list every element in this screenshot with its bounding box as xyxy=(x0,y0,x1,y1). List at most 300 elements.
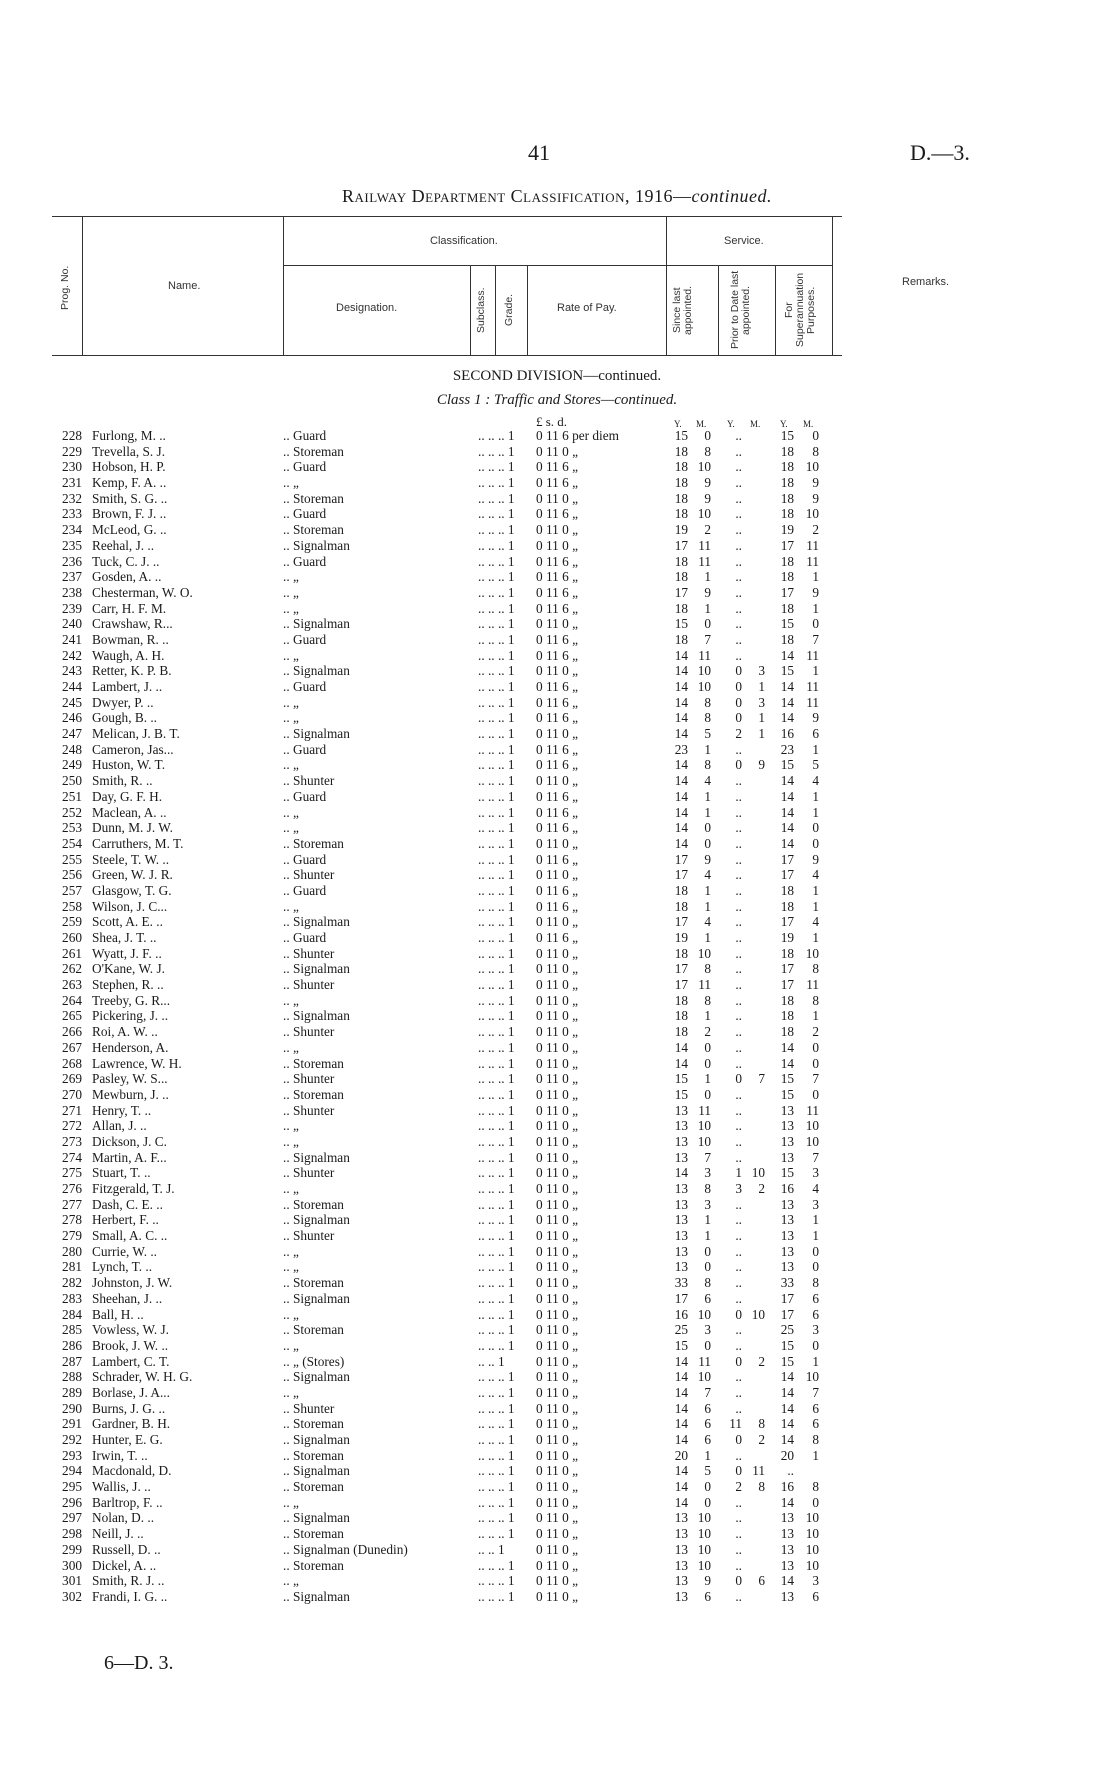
table-row xyxy=(0,1495,1114,1511)
cell-py: 0 xyxy=(735,710,742,726)
cell-sy: 25 xyxy=(674,1322,688,1338)
cell-des: .. Guard xyxy=(283,459,327,475)
cell-pay: 0 11 0 „ xyxy=(536,1322,578,1338)
cell-sy: 14 xyxy=(674,1463,688,1479)
cell-des: .. „ xyxy=(283,1384,299,1400)
cell-des: .. Guard xyxy=(283,788,327,804)
cell-sm: 1 xyxy=(704,741,711,757)
cell-pay: 0 11 0 „ xyxy=(536,1039,578,1055)
cell-uy: 16 xyxy=(780,1479,794,1495)
cell-sub: .. .. .. 1 xyxy=(478,726,515,742)
cell-name: Borlase, J. A... xyxy=(92,1384,170,1400)
cell-pay: 0 11 0 „ xyxy=(536,1369,578,1385)
cell-sm: 8 xyxy=(704,757,711,773)
classification-table-body xyxy=(0,428,1114,1605)
table-row xyxy=(0,820,1114,836)
cell-sub: .. .. .. 1 xyxy=(478,490,515,506)
cell-py: 2 xyxy=(735,1479,742,1495)
cell-prog: 282 xyxy=(62,1275,82,1291)
table-row xyxy=(0,585,1114,601)
cell-um: 11 xyxy=(806,977,819,993)
cell-py: 0 xyxy=(735,1353,742,1369)
cell-des: .. „ xyxy=(283,898,299,914)
cell-um: 2 xyxy=(812,522,819,538)
cell-sy: 15 xyxy=(674,1071,688,1087)
table-row xyxy=(0,805,1114,821)
cell-prog: 299 xyxy=(62,1541,82,1557)
cell-name: Fitzgerald, T. J. xyxy=(92,1181,175,1196)
cell-sm: 0 xyxy=(704,835,711,851)
cell-uy: 19 xyxy=(780,522,794,538)
cell-name: Scott, A. E. .. xyxy=(92,914,163,930)
cell-sy: 18 xyxy=(674,443,688,459)
cell-prog: 246 xyxy=(62,710,82,726)
table-row xyxy=(0,899,1114,915)
cell-pay: 0 11 0 „ xyxy=(536,1384,578,1400)
cell-pm: 1 xyxy=(758,679,765,694)
cell-py: 0 xyxy=(735,1432,742,1447)
cell-um: 6 xyxy=(812,1400,819,1416)
cell-sub: .. .. .. 1 xyxy=(478,1447,515,1463)
cell-py: .. xyxy=(735,1149,742,1165)
cell-name: Dwyer, P. .. xyxy=(92,694,154,710)
cell-pay: 0 11 0 „ xyxy=(536,1526,578,1542)
cell-pay: 0 11 6 „ xyxy=(536,710,578,726)
cell-uy: 15 xyxy=(780,428,794,443)
cell-prog: 266 xyxy=(62,1024,82,1040)
cell-um: 10 xyxy=(805,1526,819,1542)
cell-des: .. Shunter xyxy=(283,1071,335,1087)
cell-py: .. xyxy=(735,1039,742,1055)
footer-signature: 6—D. 3. xyxy=(104,1652,174,1674)
cell-uy: 14 xyxy=(780,679,794,694)
cell-um: 9 xyxy=(812,475,819,491)
cell-name: Lynch, T. .. xyxy=(92,1259,153,1275)
cell-uy: 13 xyxy=(780,1510,794,1526)
cell-pay: 0 11 0 „ xyxy=(536,977,578,993)
cell-sm: 0 xyxy=(704,1259,711,1275)
unit-m-since: M. xyxy=(696,419,707,429)
cell-um: 6 xyxy=(812,726,819,742)
cell-name: Waugh, A. H. xyxy=(92,647,165,663)
table-row xyxy=(0,742,1114,758)
cell-sub: .. .. .. 1 xyxy=(478,600,515,616)
cell-prog: 292 xyxy=(62,1432,82,1447)
cell-sy: 15 xyxy=(674,616,688,632)
cell-uy: 18 xyxy=(780,569,794,585)
cell-name: Hobson, H. P. xyxy=(92,459,166,475)
cell-sub: .. .. .. 1 xyxy=(478,1416,515,1432)
cell-sy: 18 xyxy=(674,569,688,585)
cell-des: .. Shunter xyxy=(283,977,335,993)
cell-pay: 0 11 0 „ xyxy=(536,616,578,632)
cell-uy: 17 xyxy=(780,1290,794,1306)
cell-sub: .. .. .. 1 xyxy=(478,616,515,632)
cell-um: 10 xyxy=(805,459,819,475)
cell-prog: 260 xyxy=(62,930,82,945)
cell-uy: 14 xyxy=(780,773,794,789)
cell-py: 0 xyxy=(735,1463,742,1479)
cell-pay: 0 11 0 „ xyxy=(536,1573,578,1589)
cell-py: .. xyxy=(735,1384,742,1400)
cell-name: Dash, C. E. .. xyxy=(92,1196,163,1212)
cell-des: .. „ xyxy=(283,1337,299,1353)
cell-des: .. „ xyxy=(283,1573,299,1589)
cell-sub: .. .. .. 1 xyxy=(478,788,515,804)
cell-des: .. Shunter xyxy=(283,773,335,789)
cell-prog: 230 xyxy=(62,459,82,475)
cell-py: .. xyxy=(735,1526,742,1542)
cell-sy: 13 xyxy=(674,1149,688,1165)
cell-des: .. Storeman xyxy=(283,1447,344,1463)
cell-sub: .. .. .. 1 xyxy=(478,1510,515,1526)
cell-sm: 1 xyxy=(704,1447,711,1463)
cell-sm: 4 xyxy=(704,914,711,930)
cell-py: .. xyxy=(735,506,742,522)
cell-py: .. xyxy=(735,1275,742,1291)
cell-um: 4 xyxy=(812,1181,819,1196)
cell-uy: 13 xyxy=(780,1133,794,1149)
cell-prog: 252 xyxy=(62,804,82,820)
cell-py: .. xyxy=(735,1369,742,1385)
cell-py: .. xyxy=(735,1322,742,1338)
cell-uy: 14 xyxy=(780,694,794,710)
cell-des: .. „ xyxy=(283,1118,299,1134)
cell-sm: 5 xyxy=(704,1463,711,1479)
cell-uy: 13 xyxy=(780,1588,794,1604)
table-row xyxy=(0,1542,1114,1558)
cell-prog: 275 xyxy=(62,1165,82,1181)
cell-pay: 0 11 0 „ xyxy=(536,726,578,742)
table-row xyxy=(0,1573,1114,1589)
cell-uy: 20 xyxy=(780,1447,794,1463)
title-continued: continued. xyxy=(691,186,772,206)
cell-uy: 18 xyxy=(780,882,794,898)
cell-sy: 13 xyxy=(674,1588,688,1604)
cell-pm: 9 xyxy=(758,757,765,773)
cell-name: Wyatt, J. F. .. xyxy=(92,945,162,961)
cell-prog: 274 xyxy=(62,1149,82,1165)
cell-sy: 14 xyxy=(674,679,688,694)
cell-des: .. Storeman xyxy=(283,835,344,851)
cell-py: .. xyxy=(735,945,742,961)
cell-sy: 14 xyxy=(674,1400,688,1416)
cell-py: .. xyxy=(735,631,742,647)
cell-uy: 14 xyxy=(780,1384,794,1400)
cell-py: .. xyxy=(735,773,742,789)
table-row xyxy=(0,475,1114,491)
cell-sub: .. .. .. 1 xyxy=(478,757,515,773)
cell-py: .. xyxy=(735,1337,742,1353)
cell-sub: .. .. .. 1 xyxy=(478,882,515,898)
cell-sm: 9 xyxy=(704,475,711,491)
cell-pay: 0 11 6 per diem xyxy=(536,428,619,443)
cell-des: .. „ (Stores) xyxy=(283,1353,345,1369)
cell-prog: 256 xyxy=(62,867,82,883)
cell-prog: 264 xyxy=(62,992,82,1008)
cell-py: .. xyxy=(735,961,742,977)
table-row xyxy=(0,1244,1114,1260)
cell-sy: 13 xyxy=(674,1243,688,1259)
cell-uy: 19 xyxy=(780,930,794,945)
cell-sy: 16 xyxy=(674,1306,688,1322)
cell-py: .. xyxy=(735,537,742,553)
cell-prog: 231 xyxy=(62,475,82,491)
cell-des: .. Guard xyxy=(283,882,327,898)
cell-name: Chesterman, W. O. xyxy=(92,584,193,600)
cell-pay: 0 11 0 „ xyxy=(536,1494,578,1510)
cell-um: 0 xyxy=(812,428,819,443)
cell-pay: 0 11 0 „ xyxy=(536,1557,578,1573)
cell-sub: .. .. .. 1 xyxy=(478,1432,515,1447)
cell-prog: 257 xyxy=(62,882,82,898)
cell-des: .. Storeman xyxy=(283,1526,344,1542)
cell-um: 9 xyxy=(812,710,819,726)
cell-py: .. xyxy=(735,569,742,585)
cell-prog: 284 xyxy=(62,1306,82,1322)
cell-uy: 18 xyxy=(780,1024,794,1040)
cell-pay: 0 11 6 „ xyxy=(536,506,578,522)
cell-py: .. xyxy=(735,1024,742,1040)
cell-prog: 277 xyxy=(62,1196,82,1212)
cell-sub: .. .. .. 1 xyxy=(478,992,515,1008)
cell-prog: 238 xyxy=(62,584,82,600)
cell-des: .. „ xyxy=(283,1039,299,1055)
table-row xyxy=(0,977,1114,993)
cell-name: Wilson, J. C... xyxy=(92,898,168,914)
cell-um: 8 xyxy=(812,992,819,1008)
cell-name: Lawrence, W. H. xyxy=(92,1055,182,1071)
cell-sub: .. .. .. 1 xyxy=(478,1149,515,1165)
cell-sub: .. .. .. 1 xyxy=(478,773,515,789)
table-row xyxy=(0,946,1114,962)
cell-sub: .. .. .. 1 xyxy=(478,1275,515,1291)
cell-prog: 283 xyxy=(62,1290,82,1306)
cell-uy: 18 xyxy=(780,475,794,491)
cell-des: .. Signalman xyxy=(283,1369,350,1385)
cell-pay: 0 11 6 „ xyxy=(536,600,578,616)
cell-name: Dickel, A. .. xyxy=(92,1557,157,1573)
cell-py: .. xyxy=(735,1541,742,1557)
cell-sy: 17 xyxy=(674,977,688,993)
cell-prog: 286 xyxy=(62,1337,82,1353)
cell-prog: 243 xyxy=(62,663,82,679)
cell-pay: 0 11 6 „ xyxy=(536,475,578,491)
cell-um: 0 xyxy=(812,1259,819,1275)
cell-sy: 18 xyxy=(674,506,688,522)
cell-name: Brook, J. W. .. xyxy=(92,1337,169,1353)
cell-name: Trevella, S. J. xyxy=(92,443,166,459)
cell-prog: 293 xyxy=(62,1447,82,1463)
table-row xyxy=(0,1416,1114,1432)
cell-uy: 14 xyxy=(780,804,794,820)
cell-uy: 14 xyxy=(780,1369,794,1385)
cell-uy: 18 xyxy=(780,898,794,914)
cell-py: 2 xyxy=(735,726,742,742)
cell-pay: 0 11 0 „ xyxy=(536,443,578,459)
cell-pay: 0 11 0 „ xyxy=(536,1416,578,1432)
cell-prog: 269 xyxy=(62,1071,82,1087)
cell-uy: 18 xyxy=(780,1008,794,1024)
table-row xyxy=(0,632,1114,648)
cell-sub: .. .. .. 1 xyxy=(478,569,515,585)
cell-sm: 7 xyxy=(704,1384,711,1400)
cell-um: 1 xyxy=(812,898,819,914)
cell-sm: 1 xyxy=(704,898,711,914)
cell-um: 8 xyxy=(812,1479,819,1495)
cell-py: .. xyxy=(735,600,742,616)
cell-uy: 14 xyxy=(780,647,794,663)
cell-pay: 0 11 0 „ xyxy=(536,1133,578,1149)
header-name: Name. xyxy=(168,280,201,292)
cell-sub: .. .. .. 1 xyxy=(478,835,515,851)
cell-py: .. xyxy=(735,930,742,945)
cell-name: Crawshaw, R... xyxy=(92,616,173,632)
cell-pay: 0 11 0 „ xyxy=(536,1447,578,1463)
cell-sy: 18 xyxy=(674,945,688,961)
cell-um: 10 xyxy=(805,1369,819,1385)
cell-py: .. xyxy=(735,1290,742,1306)
cell-sy: 18 xyxy=(674,882,688,898)
cell-uy: 14 xyxy=(780,1494,794,1510)
cell-pay: 0 11 0 „ xyxy=(536,945,578,961)
cell-des: .. Signalman xyxy=(283,1212,350,1228)
table-row xyxy=(0,1322,1114,1338)
document-code: D.—3. xyxy=(910,140,970,165)
cell-pay: 0 11 6 „ xyxy=(536,898,578,914)
cell-des: .. Shunter xyxy=(283,1400,335,1416)
cell-py: .. xyxy=(735,584,742,600)
cell-name: Currie, W. .. xyxy=(92,1243,158,1259)
cell-pay: 0 11 0 „ xyxy=(536,1024,578,1040)
cell-des: .. Shunter xyxy=(283,1165,335,1181)
cell-um: 1 xyxy=(812,1447,819,1463)
table-row xyxy=(0,663,1114,679)
cell-name: Gardner, B. H. xyxy=(92,1416,171,1432)
cell-sub: .. .. .. 1 xyxy=(478,428,515,443)
cell-sub: .. .. .. 1 xyxy=(478,867,515,883)
cell-sm: 10 xyxy=(697,945,711,961)
cell-sm: 3 xyxy=(704,1165,711,1181)
cell-uy: 15 xyxy=(780,1086,794,1102)
cell-pay: 0 11 6 „ xyxy=(536,820,578,836)
cell-pay: 0 11 6 „ xyxy=(536,553,578,569)
cell-name: Smith, R. J. .. xyxy=(92,1573,165,1589)
cell-py: .. xyxy=(735,647,742,663)
cell-pm: 3 xyxy=(758,694,765,710)
cell-py: .. xyxy=(735,1259,742,1275)
cell-uy: 15 xyxy=(780,616,794,632)
cell-uy: 17 xyxy=(780,1306,794,1322)
cell-prog: 234 xyxy=(62,522,82,538)
cell-pay: 0 11 0 „ xyxy=(536,1149,578,1165)
cell-um: 10 xyxy=(805,1118,819,1134)
cell-des: .. Signalman xyxy=(283,961,350,977)
cell-sub: .. .. 1 xyxy=(478,1353,505,1369)
cell-sub: .. .. .. 1 xyxy=(478,930,515,945)
cell-des: .. Signalman xyxy=(283,1588,350,1604)
table-row xyxy=(0,1275,1114,1291)
cell-um: 10 xyxy=(805,1541,819,1557)
cell-um: 5 xyxy=(812,757,819,773)
table-row xyxy=(0,459,1114,475)
cell-prog: 263 xyxy=(62,977,82,993)
cell-um: 3 xyxy=(812,1573,819,1589)
cell-sub: .. .. .. 1 xyxy=(478,1212,515,1228)
table-row xyxy=(0,1024,1114,1040)
cell-pay: 0 11 0 „ xyxy=(536,1479,578,1495)
cell-sy: 14 xyxy=(674,1039,688,1055)
cell-sy: 13 xyxy=(674,1259,688,1275)
cell-sm: 10 xyxy=(697,506,711,522)
cell-uy: 17 xyxy=(780,867,794,883)
cell-sm: 11 xyxy=(698,1353,711,1369)
cell-sub: .. .. .. 1 xyxy=(478,1024,515,1040)
cell-pay: 0 11 0 „ xyxy=(536,867,578,883)
cell-sy: 15 xyxy=(674,1337,688,1353)
cell-name: Huston, W. T. xyxy=(92,757,166,773)
cell-sub: .. .. .. 1 xyxy=(478,1290,515,1306)
cell-prog: 302 xyxy=(62,1588,82,1604)
table-row xyxy=(0,1589,1114,1605)
cell-sy: 14 xyxy=(674,1494,688,1510)
cell-sm: 6 xyxy=(704,1400,711,1416)
cell-uy: 15 xyxy=(780,1353,794,1369)
cell-prog: 285 xyxy=(62,1322,82,1338)
cell-sm: 10 xyxy=(697,1526,711,1542)
cell-pay: 0 11 6 „ xyxy=(536,459,578,475)
cell-des: .. Guard xyxy=(283,851,327,867)
table-row xyxy=(0,538,1114,554)
unit-m-prior: M. xyxy=(750,419,761,429)
cell-sy: 13 xyxy=(674,1181,688,1196)
unit-m-super: M. xyxy=(803,419,814,429)
cell-uy: 14 xyxy=(780,1432,794,1447)
cell-pay: 0 11 0 „ xyxy=(536,1510,578,1526)
table-row xyxy=(0,1338,1114,1354)
table-row xyxy=(0,726,1114,742)
table-row xyxy=(0,1071,1114,1087)
table-row xyxy=(0,506,1114,522)
cell-py: .. xyxy=(735,741,742,757)
cell-py: 0 xyxy=(735,1573,742,1589)
cell-pay: 0 11 6 „ xyxy=(536,741,578,757)
cell-des: .. Guard xyxy=(283,553,327,569)
cell-sy: 17 xyxy=(674,867,688,883)
cell-py: .. xyxy=(735,475,742,491)
cell-name: Russell, D. .. xyxy=(92,1541,161,1557)
cell-um: 4 xyxy=(812,914,819,930)
table-row xyxy=(0,1291,1114,1307)
cell-py: .. xyxy=(735,867,742,883)
cell-sub: .. .. .. 1 xyxy=(478,820,515,836)
table-row xyxy=(0,569,1114,585)
cell-uy: 13 xyxy=(780,1243,794,1259)
cell-sub: .. .. .. 1 xyxy=(478,977,515,993)
header-superannuation: For Superannuation Purposes. xyxy=(783,272,817,348)
cell-py: .. xyxy=(735,820,742,836)
cell-name: Vowless, W. J. xyxy=(92,1322,169,1338)
cell-sy: 14 xyxy=(674,1384,688,1400)
cell-uy: 15 xyxy=(780,757,794,773)
cell-sy: 13 xyxy=(674,1510,688,1526)
cell-name: Henderson, A. xyxy=(92,1039,169,1055)
cell-um: 3 xyxy=(812,1322,819,1338)
cell-um: 6 xyxy=(812,1290,819,1306)
cell-um: 2 xyxy=(812,1024,819,1040)
cell-sy: 13 xyxy=(674,1228,688,1244)
cell-um: 0 xyxy=(812,1243,819,1259)
